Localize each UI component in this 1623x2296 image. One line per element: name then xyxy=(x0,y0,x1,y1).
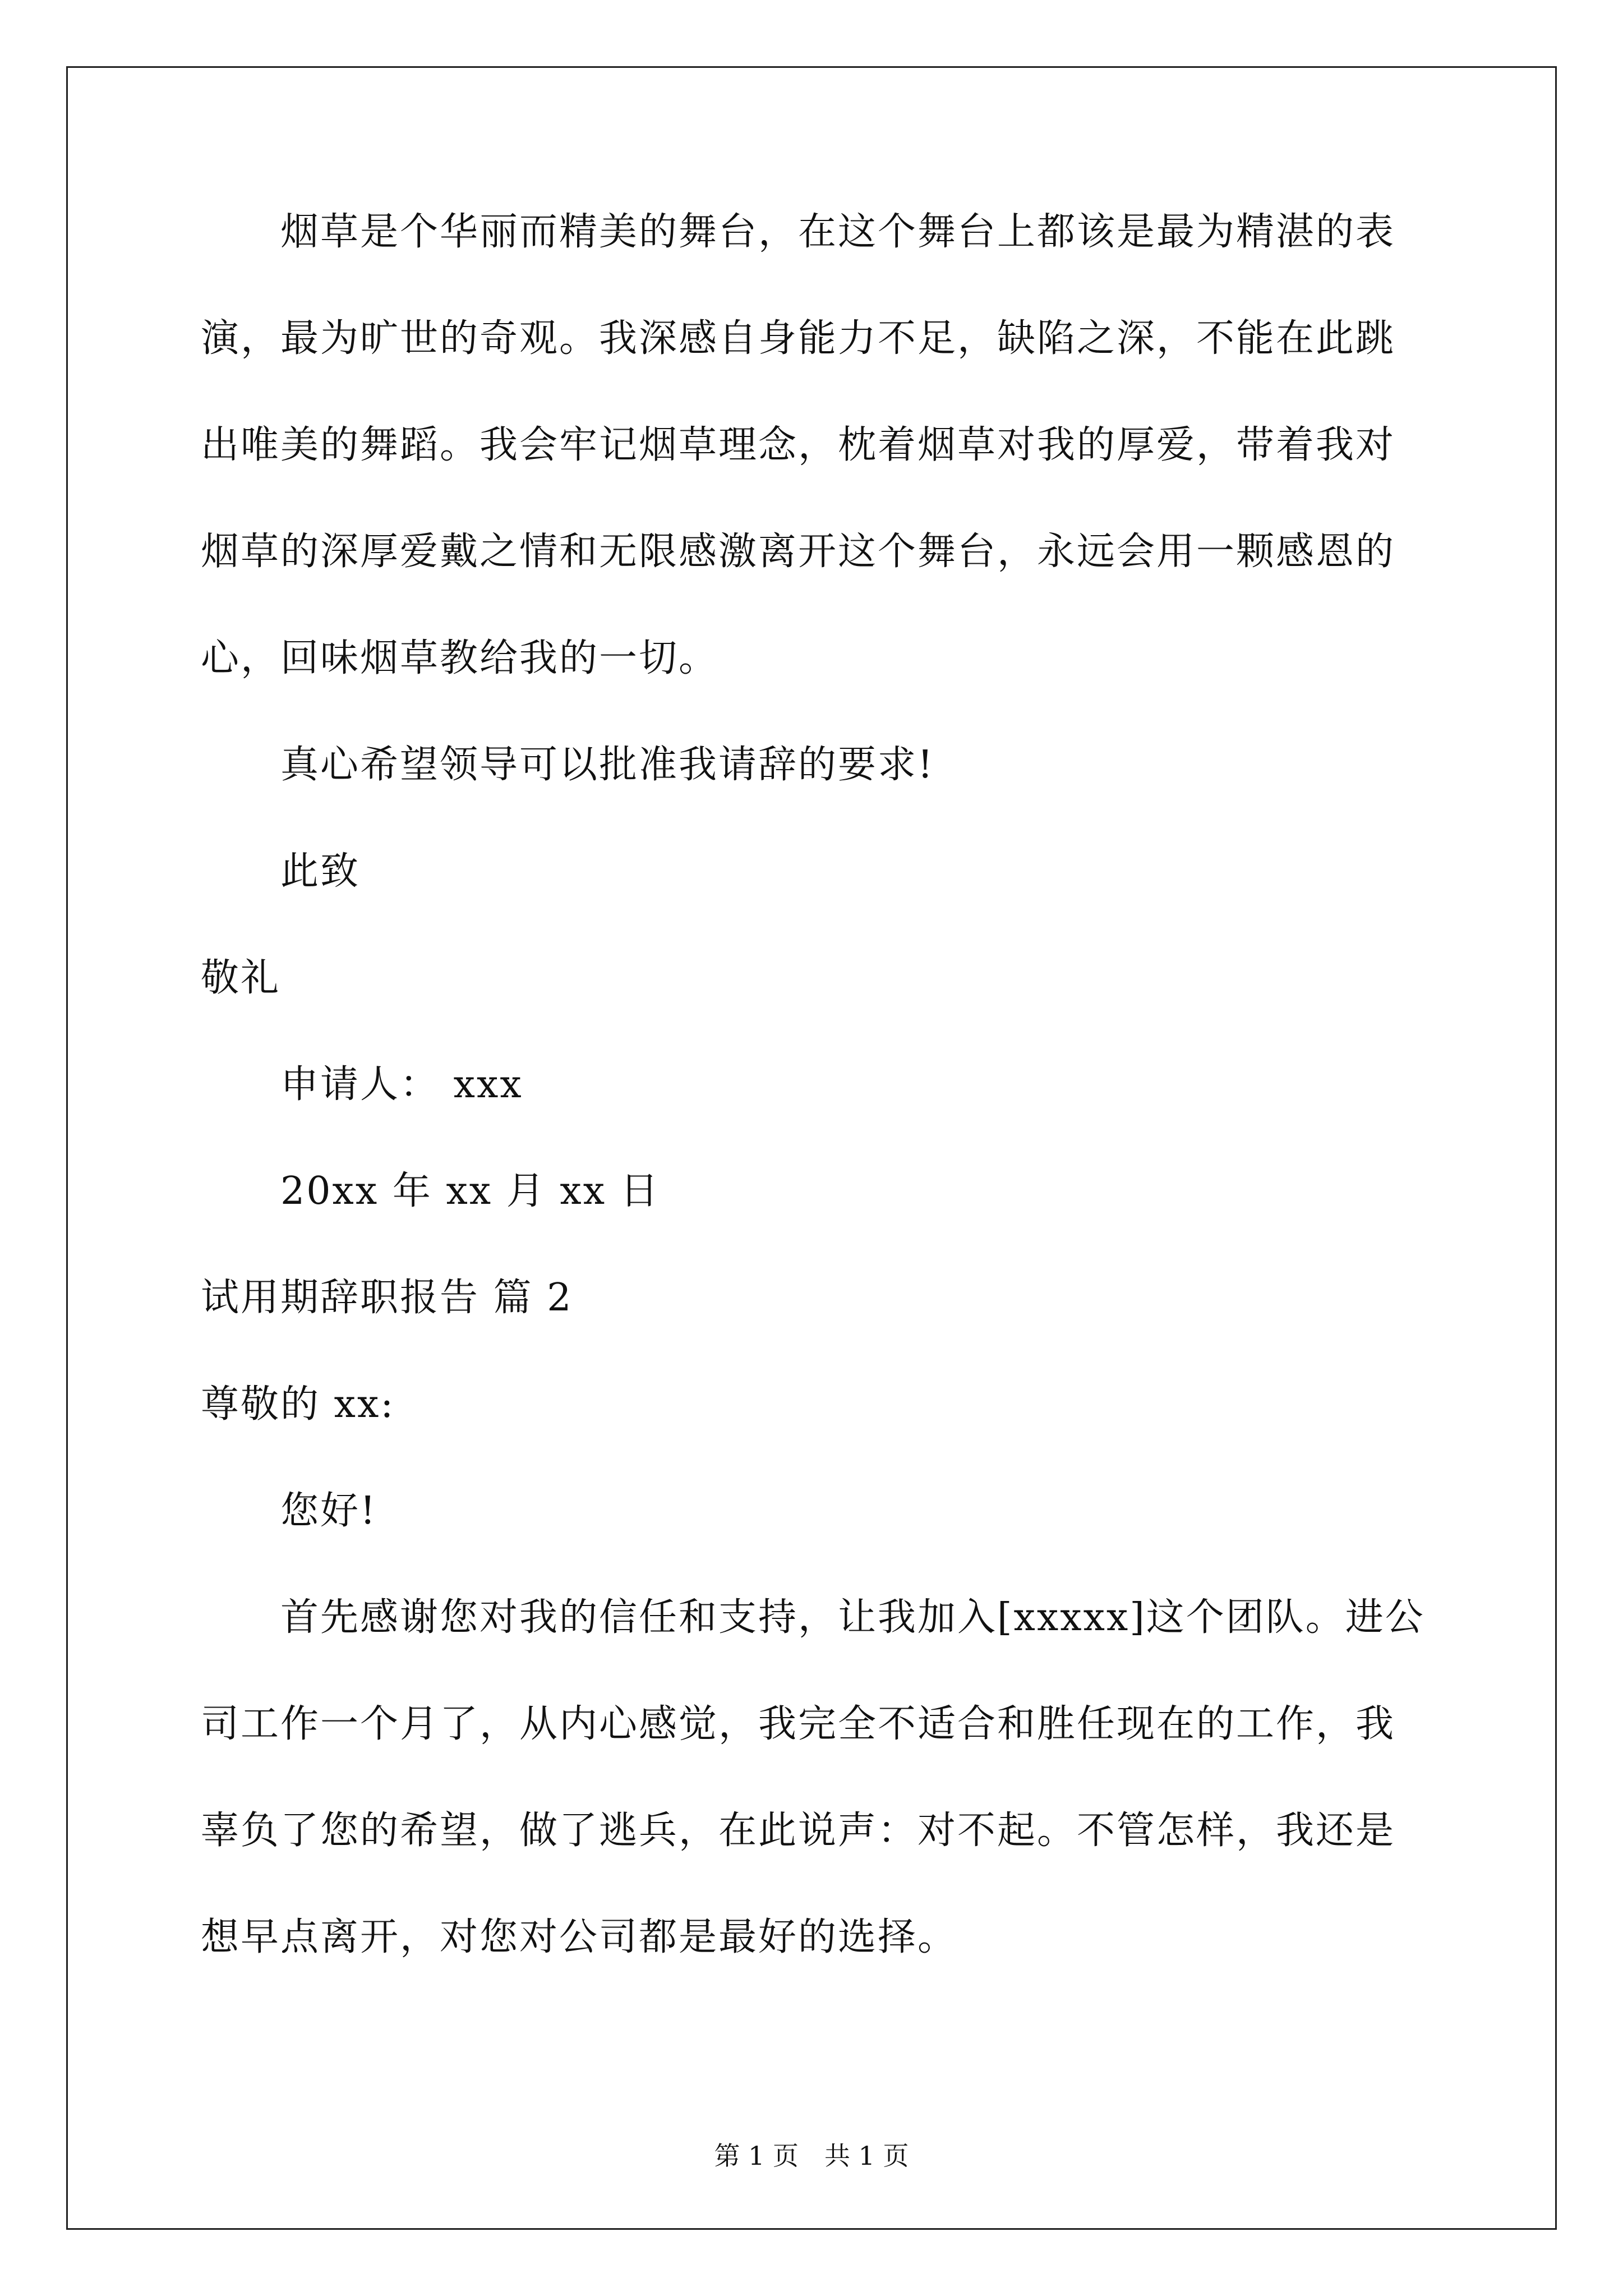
paragraph-line: 演，最为旷世的奇观。我深感自身能力不足，缺陷之深，不能在此跳 xyxy=(201,316,1396,361)
salutation-line: 敬礼 xyxy=(201,956,281,1000)
paragraph-line: 心，回味烟草教给我的一切。 xyxy=(201,636,719,680)
greeting-line: 尊敬的 xx: xyxy=(201,1382,395,1427)
paragraph-line: 出唯美的舞蹈。我会牢记烟草理念，枕着烟草对我的厚爱，带着我对 xyxy=(201,423,1396,467)
paragraph-line: 烟草是个华丽而精美的舞台，在这个舞台上都该是最为精湛的表 xyxy=(201,210,1396,254)
paragraph-line: 真心希望领导可以批准我请辞的要求! xyxy=(201,743,935,787)
applicant-line: 申请人： xxx xyxy=(201,1062,523,1107)
section-heading: 试用期辞职报告 篇 2 xyxy=(201,1276,573,1320)
paragraph-line: 司工作一个月了，从内心感觉，我完全不适合和胜任现在的工作，我 xyxy=(201,1702,1396,1746)
paragraph-line: 想早点离开，对您对公司都是最好的选择。 xyxy=(201,1915,958,1959)
page-border xyxy=(66,66,1557,2230)
paragraph-line: 辜负了您的希望，做了逃兵，在此说声：对不起。不管怎样，我还是 xyxy=(201,1809,1396,1853)
page-footer: 第 1 页 共 1 页 xyxy=(714,2141,909,2171)
closing-line: 此致 xyxy=(201,849,361,894)
paragraph-line: 首先感谢您对我的信任和支持，让我加入[xxxxx]这个团队。进公 xyxy=(201,1595,1425,1640)
date-line: 20xx 年 xx 月 xx 日 xyxy=(201,1169,660,1213)
greeting-line: 您好! xyxy=(201,1489,377,1533)
paragraph-line: 烟草的深厚爱戴之情和无限感激离开这个舞台，永远会用一颗感恩的 xyxy=(201,530,1396,574)
